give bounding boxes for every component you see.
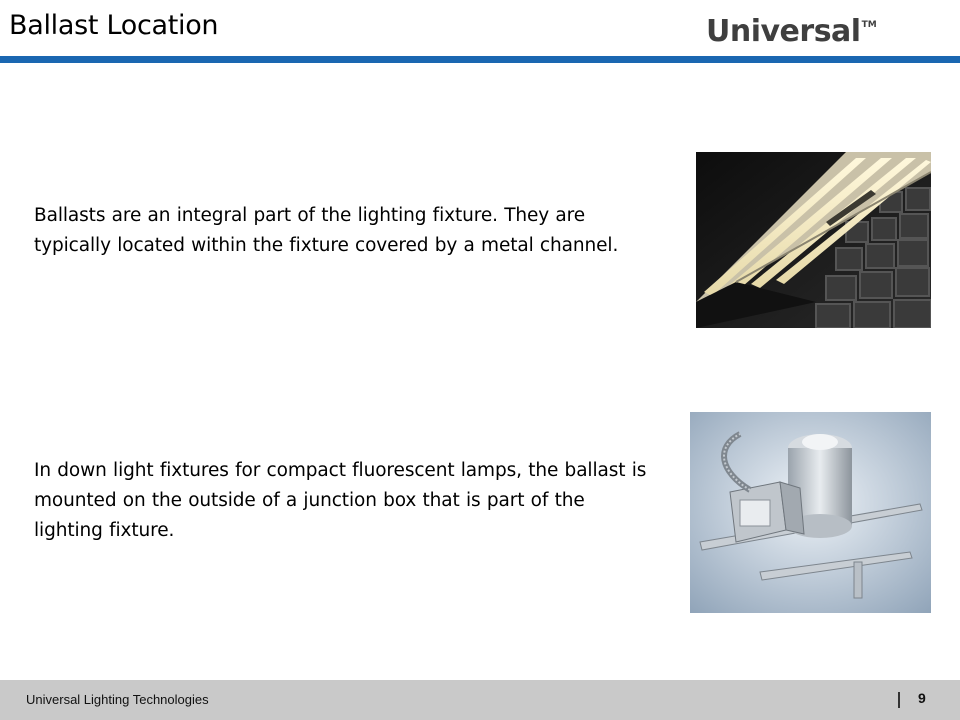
slide-title: Ballast Location <box>9 10 219 41</box>
header-divider <box>0 56 960 63</box>
logo-trademark: TM <box>861 20 877 30</box>
fluorescent-fixture-photo <box>696 152 931 328</box>
page-number: 9 <box>918 690 926 706</box>
paragraph-downlight-ballast: In down light fixtures for compact fluorescent lamps, the ballast is mounted on the outside of a junction box that is part of the lighting fixture. <box>34 460 647 541</box>
logo-text: Universal <box>706 14 861 49</box>
universal-logo <box>706 12 877 52</box>
footer-company-name: Universal Lighting Technologies <box>26 692 209 707</box>
footer-bar <box>0 680 960 720</box>
downlight-junction-box-photo <box>690 412 931 613</box>
paragraph-ballast-location: Ballasts are an integral part of the lighting fixture. They are typically located within the fixture covered by a metal channel. <box>34 205 619 256</box>
footer-separator <box>898 692 900 708</box>
